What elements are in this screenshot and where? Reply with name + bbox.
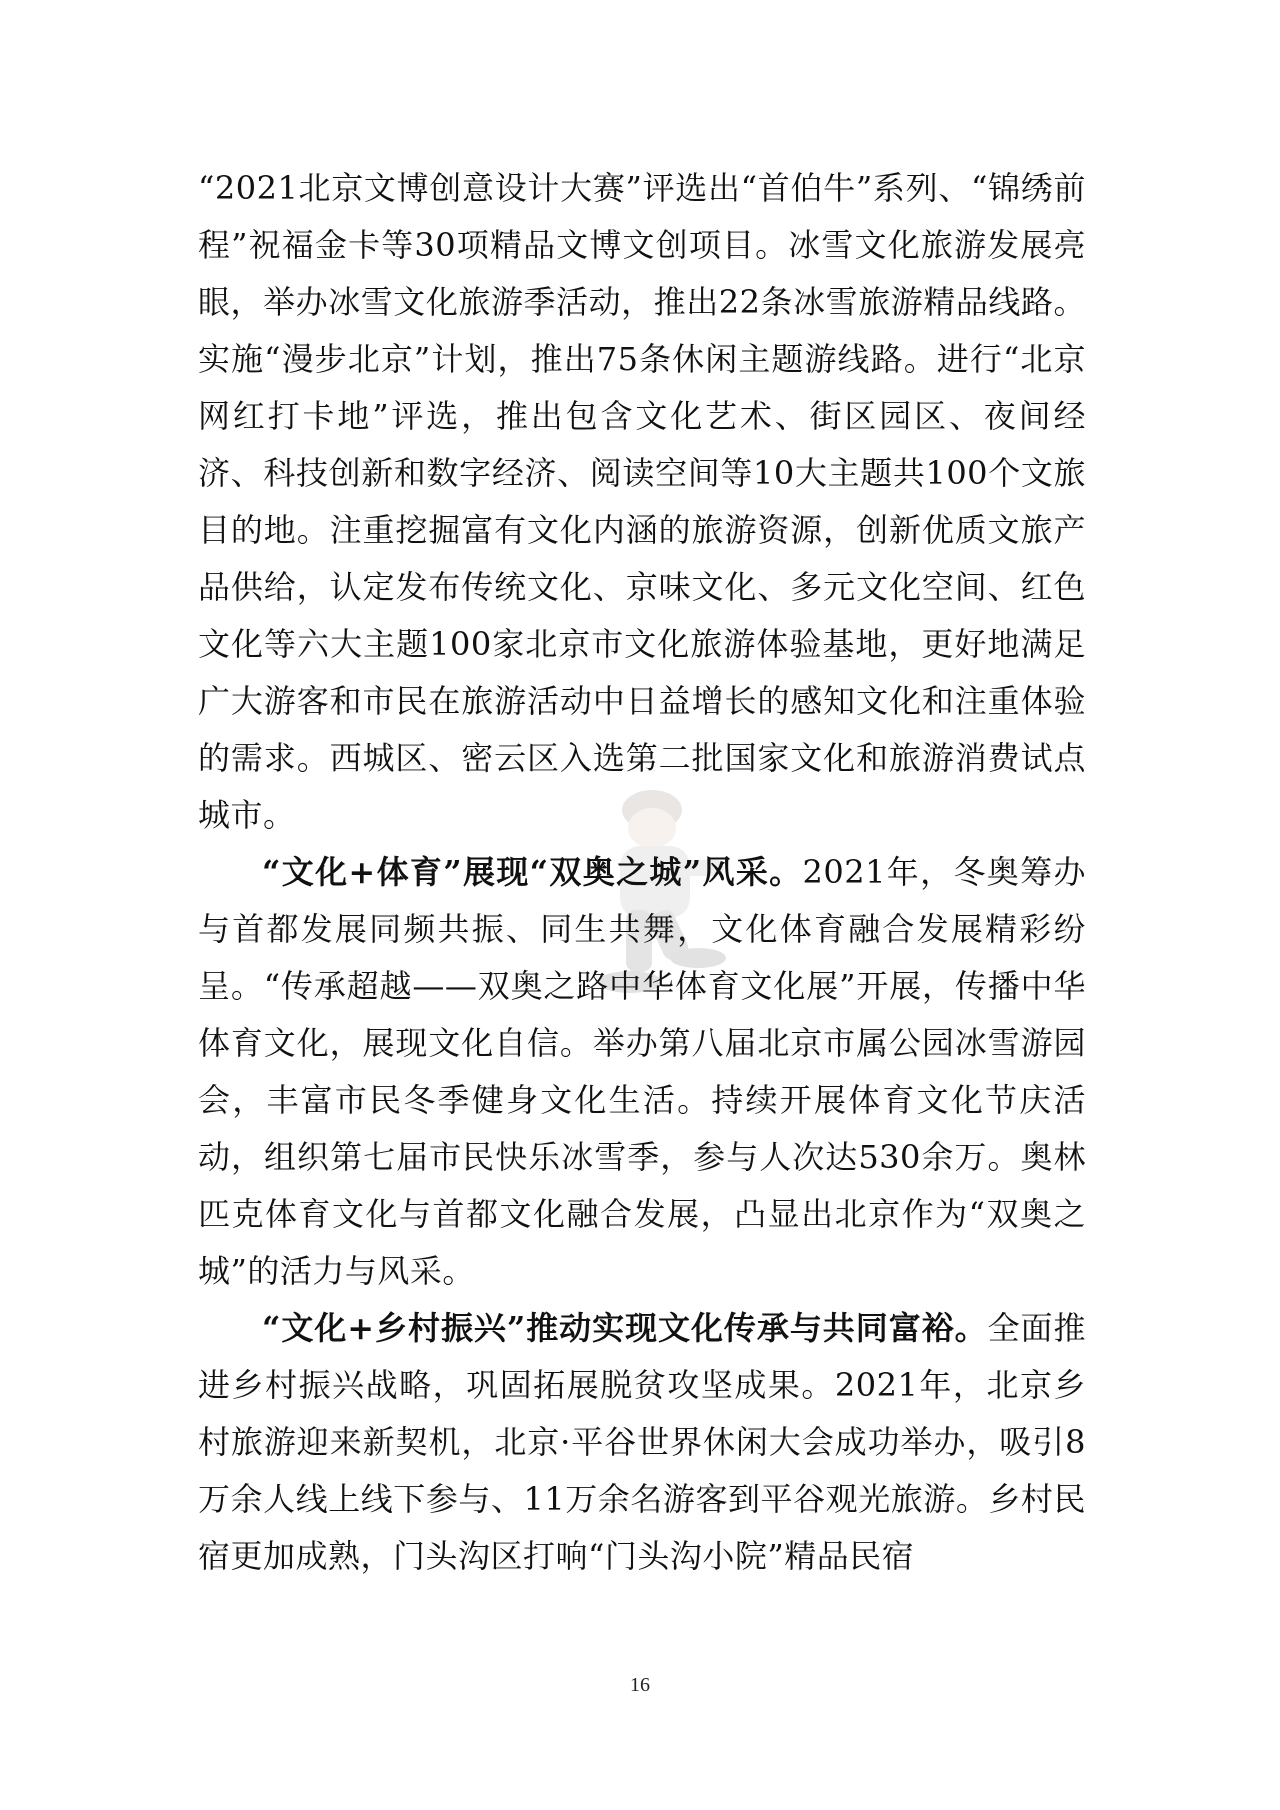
paragraph-culture-rural — [198, 1300, 1086, 1585]
body-text — [198, 160, 1086, 1585]
paragraph-culture-tourism — [198, 160, 1086, 844]
paragraph-text: 2021年，冬奥筹办与首都发展同频共振、同生共舞，文化体育融合发展精彩纷呈。“传承超越——双奥之路中华体育文化展”开展，传播中华体育文化，展现文化自信。举办第八届北京市属公园冰雪游园会，丰富市民冬季健身文化生活。持续开展体育文化节庆活动，组织第七届市民快乐冰雪季，参与人次达530余万。奥林匹克体育文化与首都文化融合发展，凸显出北京作为“双奥之城”的活力与风采。 — [198, 853, 1086, 1290]
paragraph-culture-sports — [198, 844, 1086, 1300]
paragraph-heading: “文化+乡村振兴”推动实现文化传承与共同富裕。 — [262, 1309, 988, 1347]
paragraph-heading: “文化+体育”展现“双奥之城”风采。 — [262, 853, 803, 891]
page-number: 16 — [630, 1674, 650, 1696]
paragraph-text: “2021北京文博创意设计大赛”评选出“首伯牛”系列、“锦绣前程”祝福金卡等30项精品文博文创项目。冰雪文化旅游发展亮眼，举办冰雪文化旅游季活动，推出22条冰雪旅游精品线路。实施“漫步北京”计划，推出75条休闲主题游线路。进行“北京网红打卡地”评选，推出包含文化艺术、街区园区、夜间经济、科技创新和数字经济、阅读空间等10大主题共100个文旅目的地。注重挖掘富有文化内涵的旅游资源，创新优质文旅产品供给，认定发布传统文化、京味文化、多元文化空间、红色文化等六大主题100家北京市文化旅游体验基地，更好地满足广大游客和市民在旅游活动中日益增长的感知文化和注重体验的需求。西城区、密云区入选第二批国家文化和旅游消费试点城市。 — [198, 169, 1086, 834]
paragraph-text: 全面推进乡村振兴战略，巩固拓展脱贫攻坚成果。2021年，北京乡村旅游迎来新契机，北京·平谷世界休闲大会成功举办，吸引8万余人线上线下参与、11万余名游客到平谷观光旅游。乡村民宿更加成熟，门头沟区打响“门头沟小院”精品民宿 — [198, 1309, 1086, 1575]
